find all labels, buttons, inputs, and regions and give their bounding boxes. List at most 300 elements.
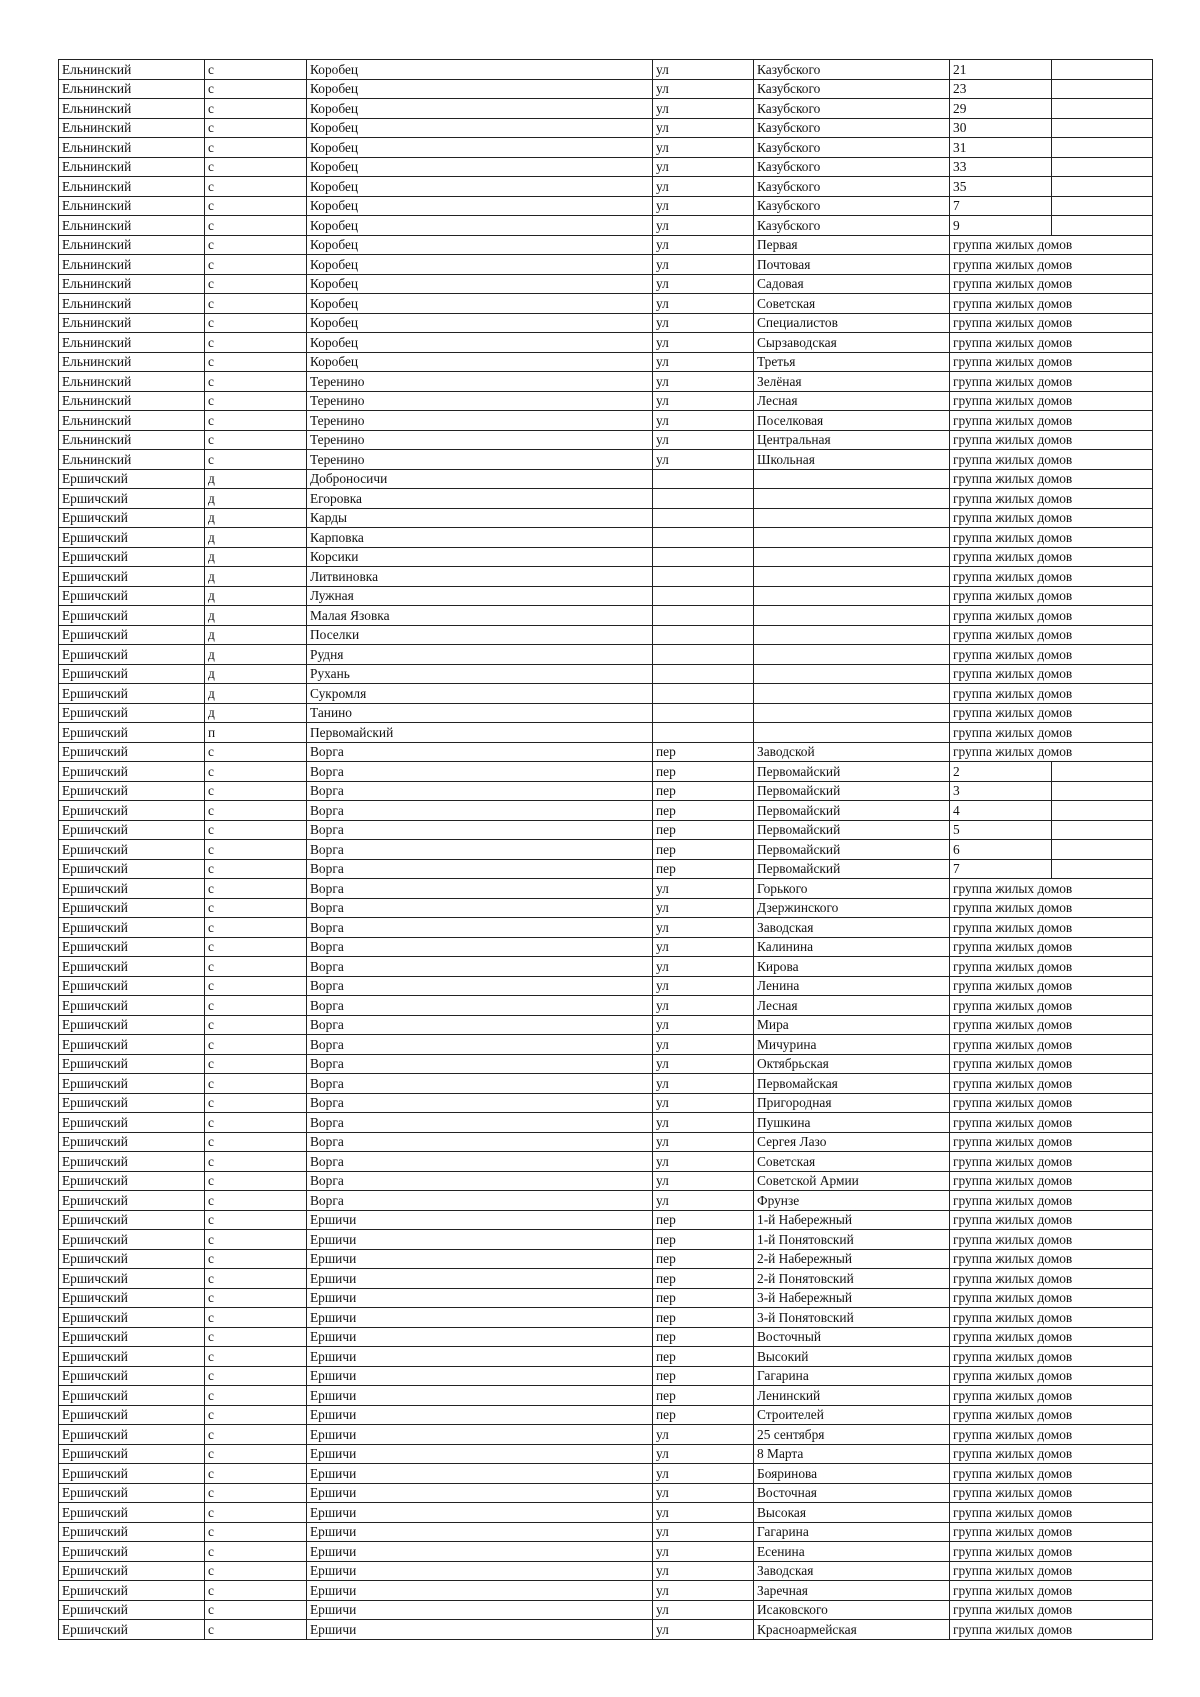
district-cell: Ельнинский (59, 313, 205, 333)
settlement-type-cell: с (205, 1327, 307, 1347)
street-type-cell (653, 547, 754, 567)
settlement-cell: Коробец (307, 294, 653, 314)
table-row (59, 937, 1153, 957)
settlement-type-cell: с (205, 762, 307, 782)
settlement-cell: Ворга (307, 1015, 653, 1035)
settlement-type-cell: с (205, 1347, 307, 1367)
table-row (59, 1132, 1153, 1152)
street-type-cell: пер (653, 762, 754, 782)
district-cell: Ершичский (59, 879, 205, 899)
house-cell: 9 (950, 216, 1052, 236)
extra-cell (1052, 99, 1153, 119)
street-cell: Пригородная (754, 1093, 950, 1113)
settlement-cell: Ворга (307, 742, 653, 762)
district-cell: Ершичский (59, 1074, 205, 1094)
district-cell: Ельнинский (59, 411, 205, 431)
street-type-cell: ул (653, 1581, 754, 1601)
street-cell (754, 684, 950, 704)
district-cell: Ершичский (59, 1483, 205, 1503)
settlement-type-cell: с (205, 1152, 307, 1172)
settlement-type-cell: с (205, 1444, 307, 1464)
table-row (59, 547, 1153, 567)
street-cell: Восточный (754, 1327, 950, 1347)
settlement-type-cell: с (205, 1483, 307, 1503)
settlement-type-cell: с (205, 1074, 307, 1094)
settlement-type-cell: с (205, 216, 307, 236)
street-type-cell: пер (653, 1366, 754, 1386)
extra-cell (1052, 177, 1153, 197)
district-cell: Ершичский (59, 567, 205, 587)
table-row (59, 60, 1153, 80)
settlement-type-cell: д (205, 547, 307, 567)
settlement-cell: Ворга (307, 781, 653, 801)
house-group-cell: группа жилых домов (950, 1230, 1153, 1250)
district-cell: Ершичский (59, 1327, 205, 1347)
street-cell: Лесная (754, 996, 950, 1016)
street-cell: Строителей (754, 1405, 950, 1425)
district-cell: Ершичский (59, 1132, 205, 1152)
street-type-cell (653, 625, 754, 645)
house-group-cell: группа жилых домов (950, 996, 1153, 1016)
street-cell: 3-й Понятовский (754, 1308, 950, 1328)
street-cell: Первомайский (754, 762, 950, 782)
street-cell: Сырзаводская (754, 333, 950, 353)
house-group-cell: группа жилых домов (950, 684, 1153, 704)
table-row (59, 1620, 1153, 1640)
street-type-cell: пер (653, 1405, 754, 1425)
house-group-cell: группа жилых домов (950, 879, 1153, 899)
house-group-cell: группа жилых домов (950, 937, 1153, 957)
settlement-cell: Ершичи (307, 1386, 653, 1406)
extra-cell (1052, 157, 1153, 177)
settlement-type-cell: с (205, 99, 307, 119)
settlement-type-cell: д (205, 606, 307, 626)
table-row (59, 723, 1153, 743)
extra-cell (1052, 781, 1153, 801)
street-type-cell: ул (653, 1074, 754, 1094)
settlement-type-cell: с (205, 352, 307, 372)
settlement-cell: Ершичи (307, 1366, 653, 1386)
district-cell: Ершичский (59, 723, 205, 743)
settlement-type-cell: с (205, 60, 307, 80)
settlement-cell: Корсики (307, 547, 653, 567)
district-cell: Ершичский (59, 528, 205, 548)
house-cell: 4 (950, 801, 1052, 821)
house-group-cell: группа жилых домов (950, 1015, 1153, 1035)
extra-cell (1052, 216, 1153, 236)
settlement-type-cell: с (205, 840, 307, 860)
street-type-cell: ул (653, 1444, 754, 1464)
street-type-cell: пер (653, 1269, 754, 1289)
street-cell: Пушкина (754, 1113, 950, 1133)
street-cell: Казубского (754, 118, 950, 138)
settlement-cell: Ворга (307, 801, 653, 821)
house-group-cell: группа жилых домов (950, 372, 1153, 392)
street-cell: Исаковского (754, 1600, 950, 1620)
settlement-type-cell: с (205, 1015, 307, 1035)
settlement-cell: Ворга (307, 1093, 653, 1113)
table-row (59, 274, 1153, 294)
house-group-cell: группа жилых домов (950, 255, 1153, 275)
house-group-cell: группа жилых домов (950, 1386, 1153, 1406)
settlement-type-cell: с (205, 1425, 307, 1445)
street-type-cell: ул (653, 372, 754, 392)
street-type-cell (653, 645, 754, 665)
settlement-type-cell: с (205, 859, 307, 879)
house-group-cell: группа жилых домов (950, 391, 1153, 411)
settlement-type-cell: с (205, 1600, 307, 1620)
settlement-type-cell: д (205, 489, 307, 509)
settlement-cell: Егоровка (307, 489, 653, 509)
house-cell: 5 (950, 820, 1052, 840)
district-cell: Ершичский (59, 1444, 205, 1464)
house-group-cell: группа жилых домов (950, 1171, 1153, 1191)
house-group-cell: группа жилых домов (950, 352, 1153, 372)
street-cell: Есенина (754, 1542, 950, 1562)
house-group-cell: группа жилых домов (950, 1074, 1153, 1094)
street-cell: Дзержинского (754, 898, 950, 918)
house-cell: 29 (950, 99, 1052, 119)
street-cell: Центральная (754, 430, 950, 450)
settlement-type-cell: с (205, 1288, 307, 1308)
district-cell: Ершичский (59, 508, 205, 528)
settlement-cell: Коробец (307, 333, 653, 353)
street-type-cell: ул (653, 274, 754, 294)
street-type-cell: ул (653, 1503, 754, 1523)
table-row (59, 372, 1153, 392)
settlement-type-cell: д (205, 469, 307, 489)
house-cell: 31 (950, 138, 1052, 158)
street-cell (754, 528, 950, 548)
house-group-cell: группа жилых домов (950, 664, 1153, 684)
settlement-type-cell: с (205, 1405, 307, 1425)
settlement-type-cell: д (205, 664, 307, 684)
street-type-cell: ул (653, 196, 754, 216)
settlement-cell: Ершичи (307, 1600, 653, 1620)
table-row (59, 976, 1153, 996)
table-row (59, 1600, 1153, 1620)
district-cell: Ершичский (59, 1542, 205, 1562)
street-type-cell: ул (653, 1620, 754, 1640)
street-type-cell: пер (653, 840, 754, 860)
table-row (59, 918, 1153, 938)
house-group-cell: группа жилых домов (950, 1444, 1153, 1464)
settlement-cell: Коробец (307, 157, 653, 177)
district-cell: Ершичский (59, 1152, 205, 1172)
settlement-cell: Ершичи (307, 1483, 653, 1503)
settlement-cell: Теренино (307, 372, 653, 392)
table-row (59, 1074, 1153, 1094)
house-group-cell: группа жилых домов (950, 625, 1153, 645)
house-cell: 30 (950, 118, 1052, 138)
district-cell: Ельнинский (59, 118, 205, 138)
house-cell: 33 (950, 157, 1052, 177)
street-cell (754, 586, 950, 606)
street-cell: Горького (754, 879, 950, 899)
extra-cell (1052, 820, 1153, 840)
settlement-cell: Ворга (307, 1152, 653, 1172)
settlement-type-cell: с (205, 1503, 307, 1523)
district-cell: Ершичский (59, 762, 205, 782)
settlement-cell: Ершичи (307, 1542, 653, 1562)
table-row (59, 157, 1153, 177)
house-group-cell: группа жилых домов (950, 645, 1153, 665)
district-cell: Ельнинский (59, 235, 205, 255)
table-row (59, 742, 1153, 762)
table-row (59, 1405, 1153, 1425)
table-row (59, 781, 1153, 801)
house-group-cell: группа жилых домов (950, 1366, 1153, 1386)
district-cell: Ершичский (59, 1366, 205, 1386)
street-type-cell (653, 528, 754, 548)
settlement-cell: Ворга (307, 957, 653, 977)
settlement-cell: Танино (307, 703, 653, 723)
table-row (59, 859, 1153, 879)
street-type-cell: ул (653, 879, 754, 899)
settlement-cell: Ворга (307, 1113, 653, 1133)
district-cell: Ельнинский (59, 255, 205, 275)
house-group-cell: группа жилых домов (950, 1503, 1153, 1523)
table-row (59, 333, 1153, 353)
table-row (59, 996, 1153, 1016)
street-cell: Гагарина (754, 1366, 950, 1386)
extra-cell (1052, 118, 1153, 138)
table-row (59, 1366, 1153, 1386)
district-cell: Ершичский (59, 1230, 205, 1250)
settlement-cell: Ершичи (307, 1288, 653, 1308)
street-type-cell: пер (653, 1386, 754, 1406)
settlement-cell: Коробец (307, 216, 653, 236)
extra-cell (1052, 60, 1153, 80)
district-cell: Ельнинский (59, 196, 205, 216)
street-cell: Советской Армии (754, 1171, 950, 1191)
district-cell: Ершичский (59, 606, 205, 626)
street-type-cell: ул (653, 450, 754, 470)
street-type-cell: ул (653, 1152, 754, 1172)
street-type-cell: пер (653, 1210, 754, 1230)
table-row (59, 684, 1153, 704)
district-cell: Ершичский (59, 703, 205, 723)
house-group-cell: группа жилых домов (950, 333, 1153, 353)
settlement-type-cell: с (205, 196, 307, 216)
settlement-type-cell: с (205, 801, 307, 821)
extra-cell (1052, 79, 1153, 99)
house-group-cell: группа жилых домов (950, 1035, 1153, 1055)
district-cell: Ершичский (59, 625, 205, 645)
house-group-cell: группа жилых домов (950, 1269, 1153, 1289)
table-row (59, 1191, 1153, 1211)
district-cell: Ершичский (59, 859, 205, 879)
district-cell: Ершичский (59, 1522, 205, 1542)
settlement-type-cell: с (205, 1171, 307, 1191)
settlement-type-cell: с (205, 918, 307, 938)
settlement-type-cell: с (205, 118, 307, 138)
table-row (59, 235, 1153, 255)
street-type-cell: пер (653, 1230, 754, 1250)
district-cell: Ельнинский (59, 372, 205, 392)
house-group-cell: группа жилых домов (950, 1581, 1153, 1601)
street-cell: Бояринова (754, 1464, 950, 1484)
street-type-cell (653, 489, 754, 509)
settlement-type-cell: с (205, 313, 307, 333)
settlement-cell: Карповка (307, 528, 653, 548)
table-row (59, 1249, 1153, 1269)
district-cell: Ельнинский (59, 333, 205, 353)
street-type-cell (653, 567, 754, 587)
table-row (59, 450, 1153, 470)
street-type-cell: ул (653, 177, 754, 197)
street-cell (754, 489, 950, 509)
street-type-cell: ул (653, 1542, 754, 1562)
house-cell: 23 (950, 79, 1052, 99)
settlement-type-cell: с (205, 333, 307, 353)
settlement-type-cell: с (205, 781, 307, 801)
settlement-cell: Ворга (307, 1132, 653, 1152)
settlement-cell: Коробец (307, 235, 653, 255)
street-type-cell: ул (653, 255, 754, 275)
street-type-cell: ул (653, 976, 754, 996)
street-type-cell: ул (653, 235, 754, 255)
house-group-cell: группа жилых домов (950, 1522, 1153, 1542)
house-group-cell: группа жилых домов (950, 1542, 1153, 1562)
street-type-cell: ул (653, 294, 754, 314)
settlement-type-cell: с (205, 820, 307, 840)
table-row (59, 703, 1153, 723)
street-type-cell: ул (653, 996, 754, 1016)
street-type-cell (653, 684, 754, 704)
table-row (59, 99, 1153, 119)
street-cell: Зелёная (754, 372, 950, 392)
settlement-type-cell: д (205, 508, 307, 528)
street-cell: Высокая (754, 1503, 950, 1523)
street-type-cell: пер (653, 781, 754, 801)
settlement-type-cell: с (205, 879, 307, 899)
district-cell: Ершичский (59, 645, 205, 665)
table-row (59, 138, 1153, 158)
street-type-cell (653, 508, 754, 528)
house-group-cell: группа жилых домов (950, 469, 1153, 489)
street-cell (754, 567, 950, 587)
house-group-cell: группа жилых домов (950, 235, 1153, 255)
house-group-cell: группа жилых домов (950, 411, 1153, 431)
table-row (59, 1581, 1153, 1601)
settlement-type-cell: с (205, 391, 307, 411)
street-cell: Советская (754, 1152, 950, 1172)
street-cell: Заводская (754, 1561, 950, 1581)
district-cell: Ершичский (59, 1600, 205, 1620)
table-row (59, 1464, 1153, 1484)
settlement-type-cell: с (205, 1464, 307, 1484)
settlement-cell: Сукромля (307, 684, 653, 704)
settlement-cell: Ершичи (307, 1620, 653, 1640)
street-type-cell: ул (653, 391, 754, 411)
settlement-cell: Ершичи (307, 1210, 653, 1230)
house-group-cell: группа жилых домов (950, 1308, 1153, 1328)
street-cell: Высокий (754, 1347, 950, 1367)
settlement-type-cell: с (205, 138, 307, 158)
street-cell: Казубского (754, 177, 950, 197)
settlement-type-cell: с (205, 742, 307, 762)
table-row (59, 762, 1153, 782)
street-cell: Первомайский (754, 820, 950, 840)
street-type-cell: пер (653, 859, 754, 879)
street-type-cell: пер (653, 1249, 754, 1269)
street-cell: Казубского (754, 60, 950, 80)
district-cell: Ершичский (59, 1113, 205, 1133)
settlement-type-cell: д (205, 645, 307, 665)
extra-cell (1052, 196, 1153, 216)
table-row (59, 528, 1153, 548)
settlement-cell: Ворга (307, 898, 653, 918)
settlement-type-cell: с (205, 1561, 307, 1581)
settlement-type-cell: с (205, 255, 307, 275)
settlement-cell: Ворга (307, 840, 653, 860)
table-row (59, 1288, 1153, 1308)
street-cell: 25 сентября (754, 1425, 950, 1445)
settlement-type-cell: с (205, 1581, 307, 1601)
table-row (59, 216, 1153, 236)
street-cell: Лесная (754, 391, 950, 411)
settlement-cell: Ершичи (307, 1327, 653, 1347)
house-group-cell: группа жилых домов (950, 528, 1153, 548)
settlement-cell: Ершичи (307, 1405, 653, 1425)
street-cell: Красноармейская (754, 1620, 950, 1640)
settlement-type-cell: с (205, 1093, 307, 1113)
street-cell: Специалистов (754, 313, 950, 333)
settlement-cell: Ворга (307, 1035, 653, 1055)
street-type-cell: ул (653, 118, 754, 138)
district-cell: Ершичский (59, 820, 205, 840)
table-row (59, 606, 1153, 626)
settlement-type-cell: с (205, 1620, 307, 1640)
extra-cell (1052, 801, 1153, 821)
table-row (59, 430, 1153, 450)
settlement-cell: Ершичи (307, 1230, 653, 1250)
district-cell: Ершичский (59, 1288, 205, 1308)
settlement-type-cell: с (205, 79, 307, 99)
street-type-cell: ул (653, 1191, 754, 1211)
settlement-cell: Ворга (307, 1054, 653, 1074)
table-row (59, 1522, 1153, 1542)
settlement-cell: Ворга (307, 976, 653, 996)
house-cell: 7 (950, 859, 1052, 879)
table-row (59, 1503, 1153, 1523)
house-group-cell: группа жилых домов (950, 1405, 1153, 1425)
street-cell: Гагарина (754, 1522, 950, 1542)
table-row (59, 79, 1153, 99)
district-cell: Ершичский (59, 1405, 205, 1425)
street-cell: Казубского (754, 99, 950, 119)
street-cell: Первомайский (754, 840, 950, 860)
extra-cell (1052, 762, 1153, 782)
house-group-cell: группа жилых домов (950, 1425, 1153, 1445)
house-group-cell: группа жилых домов (950, 898, 1153, 918)
street-cell: Ленинский (754, 1386, 950, 1406)
settlement-cell: Коробец (307, 255, 653, 275)
table-row (59, 1015, 1153, 1035)
street-type-cell: ул (653, 1093, 754, 1113)
table-row (59, 1035, 1153, 1055)
street-type-cell: ул (653, 333, 754, 353)
house-group-cell: группа жилых домов (950, 1054, 1153, 1074)
street-cell (754, 703, 950, 723)
table-row (59, 664, 1153, 684)
street-cell: Заводская (754, 918, 950, 938)
settlement-type-cell: с (205, 1230, 307, 1250)
table-row (59, 196, 1153, 216)
table-row (59, 1171, 1153, 1191)
street-type-cell (653, 703, 754, 723)
